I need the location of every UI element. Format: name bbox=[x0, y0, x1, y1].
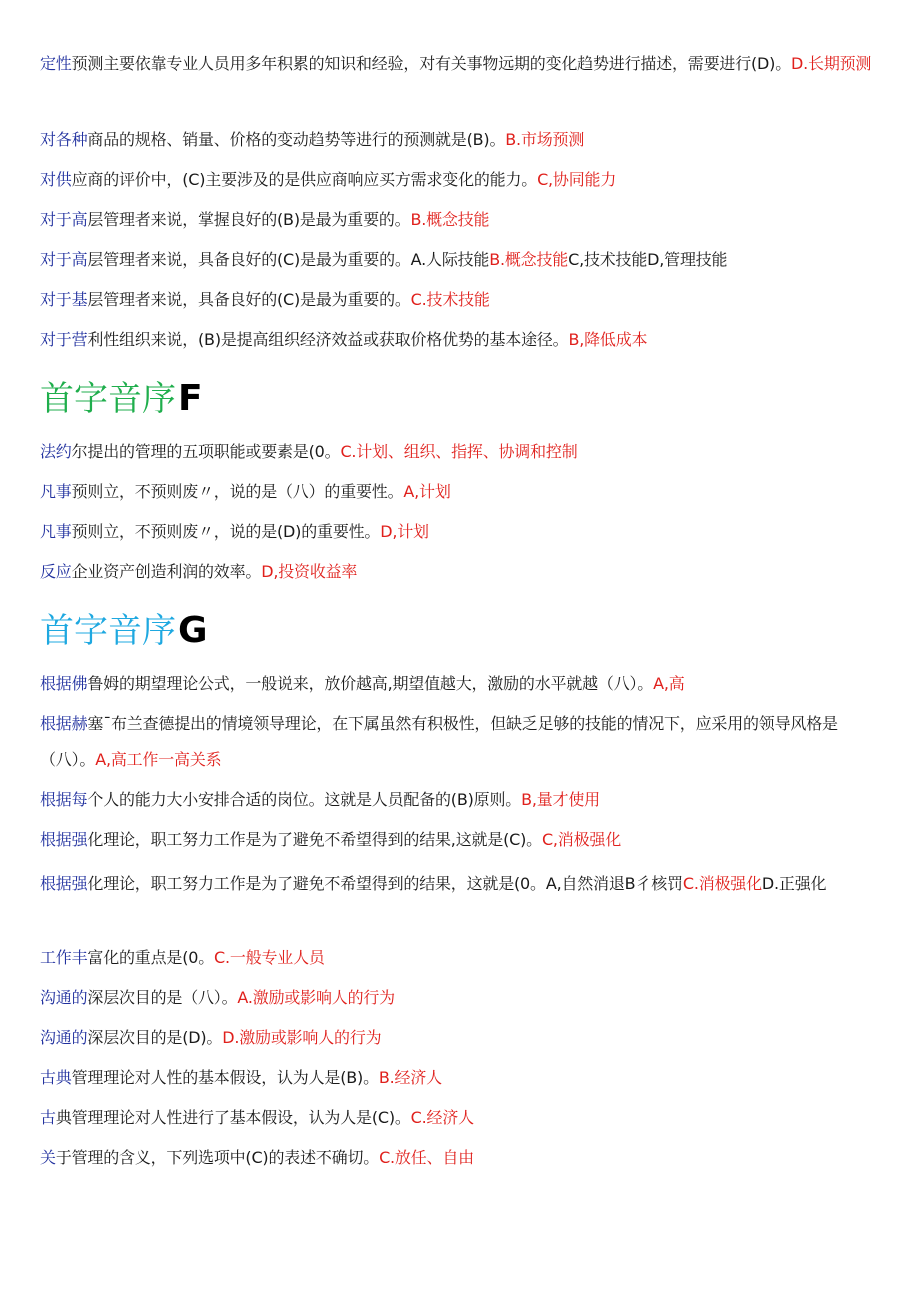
section-heading-text: 首字音序 bbox=[40, 611, 176, 651]
entry-text bbox=[40, 322, 885, 358]
entry-answer: D.激励或影响人的行为 bbox=[222, 1028, 382, 1047]
entry-text bbox=[40, 940, 885, 976]
entry-answer: C,消极强化 bbox=[541, 830, 622, 849]
entry-body: 鲁姆的期望理论公式，一般说来，放价越高,期望值越大，激励的水平就越（八）。 bbox=[87, 674, 654, 693]
entry-answer: D.长期预测 bbox=[791, 54, 872, 73]
entry-body: 应商的评价中，(C)主要涉及的是供应商响应买方需求变化的能力。 bbox=[71, 170, 538, 189]
entry-answer: A,计划 bbox=[403, 482, 451, 501]
entry-text bbox=[40, 822, 885, 858]
entry-text bbox=[40, 474, 885, 510]
entry-body: 个人的能力大小安排合适的岗位。这就是人员配备的(B)原则。 bbox=[87, 790, 522, 809]
entry-answer: B,降低成本 bbox=[568, 330, 648, 349]
entry-body: 预则立，不预则废〃，说的是(D)的重要性。 bbox=[71, 522, 381, 541]
entry-text bbox=[40, 122, 885, 158]
entry-body: 预测主要依靠专业人员用多年积累的知识和经验，对有关事物远期的变化趋势进行描述，需要进行(D)。 bbox=[71, 54, 792, 73]
entry-body: 深层次目的是(D)。 bbox=[87, 1028, 223, 1047]
entry-body: 典管理理论对人性进行了基本假设，认为人是(C)。 bbox=[55, 1108, 411, 1127]
entry-text bbox=[40, 1060, 885, 1096]
entry-body: 化理论，职工努力工作是为了避免不希望得到的结果,这就是(C)。 bbox=[87, 830, 542, 849]
entry-body: 层管理者来说，掌握良好的(B)是最为重要的。 bbox=[87, 210, 411, 229]
entry-text bbox=[40, 242, 885, 278]
entry-keyword: 反应 bbox=[40, 562, 72, 581]
entry-keyword: 对供 bbox=[40, 170, 72, 189]
section-heading-f bbox=[40, 376, 203, 422]
entry-answer: C.消极强化 bbox=[682, 874, 762, 893]
entry-text bbox=[40, 434, 885, 470]
entry-keyword: 对于高 bbox=[40, 250, 88, 269]
section-heading-g bbox=[40, 608, 208, 654]
entry-text bbox=[40, 706, 885, 778]
entry-body: 商品的规格、销量、价格的变动趋势等进行的预测就是(B)。 bbox=[87, 130, 506, 149]
entry-body: 层管理者来说，具备良好的(C)是最为重要的。A.人际技能 bbox=[87, 250, 490, 269]
entry-keyword: 凡事 bbox=[40, 522, 72, 541]
entry-answer: A,高 bbox=[653, 674, 685, 693]
entry-text bbox=[40, 1020, 885, 1056]
entry-keyword: 对于高 bbox=[40, 210, 88, 229]
section-heading-text: 首字音序 bbox=[40, 379, 176, 419]
entry-answer: A.激励或影响人的行为 bbox=[237, 988, 395, 1007]
entry-keyword: 工作丰 bbox=[40, 948, 88, 967]
entry-answer: C.技术技能 bbox=[410, 290, 490, 309]
entry-text bbox=[40, 1140, 885, 1176]
entry-text bbox=[40, 514, 885, 550]
entry-text bbox=[40, 554, 885, 590]
entry-answer: D,计划 bbox=[380, 522, 429, 541]
entry-body: 塞¯布兰查德提出的情境领导理论，在下属虽然有积极性，但缺乏足够的技能的情况下，应采用的领导风格是（八）。 bbox=[40, 714, 838, 769]
entry-answer: C.计划、组织、指挥、协调和控制 bbox=[340, 442, 578, 461]
entry-keyword: 对各种 bbox=[40, 130, 88, 149]
entry-tail: C,技术技能D,管理技能 bbox=[568, 250, 728, 269]
entry-text bbox=[40, 282, 885, 318]
entry-body: 于管理的含义，下列选项中(C)的表述不确切。 bbox=[55, 1148, 380, 1167]
entry-body: 企业资产创造利润的效率。 bbox=[71, 562, 262, 581]
entry-body: 管理理论对人性的基本假设，认为人是(B)。 bbox=[71, 1068, 379, 1087]
entry-keyword: 法约 bbox=[40, 442, 72, 461]
entry-text bbox=[40, 782, 885, 818]
entry-answer: C.放任、自由 bbox=[379, 1148, 474, 1167]
entry-text bbox=[40, 162, 885, 198]
entry-tail: D.正强化 bbox=[761, 874, 827, 893]
entry-keyword: 对于营 bbox=[40, 330, 88, 349]
entry-keyword: 古典 bbox=[40, 1068, 72, 1087]
entry-answer: B.市场预测 bbox=[505, 130, 585, 149]
entry-answer: D,投资收益率 bbox=[261, 562, 358, 581]
entry-body: 尔提出的管理的五项职能或要素是(0。 bbox=[71, 442, 341, 461]
entry-answer: C,协同能力 bbox=[537, 170, 617, 189]
entry-text bbox=[40, 202, 885, 238]
entry-body: 利性组织来说，(B)是提高组织经济效益或获取价格优势的基本途径。 bbox=[87, 330, 569, 349]
section-heading-letter: G bbox=[178, 610, 208, 651]
entry-answer: A,高工作一高关系 bbox=[95, 750, 222, 769]
entry-keyword: 根据赫 bbox=[40, 714, 88, 733]
entry-answer: C.经济人 bbox=[410, 1108, 474, 1127]
entry-text bbox=[40, 980, 885, 1016]
entry-keyword: 根据佛 bbox=[40, 674, 88, 693]
entry-keyword: 根据强 bbox=[40, 874, 88, 893]
entry-body: 富化的重点是(0。 bbox=[87, 948, 215, 967]
entry-text bbox=[40, 866, 885, 902]
entry-body: 预则立，不预则废〃，说的是（八）的重要性。 bbox=[71, 482, 404, 501]
entry-answer: B,量才使用 bbox=[521, 790, 600, 809]
entry-answer: B.经济人 bbox=[378, 1068, 442, 1087]
entry-keyword: 凡事 bbox=[40, 482, 72, 501]
entry-keyword: 根据强 bbox=[40, 830, 88, 849]
entry-keyword: 定性 bbox=[40, 54, 72, 73]
entry-answer: B.概念技能 bbox=[489, 250, 569, 269]
entry-text bbox=[40, 666, 885, 702]
entry-text bbox=[40, 46, 885, 82]
section-heading-letter: F bbox=[178, 378, 203, 419]
entry-answer: C.一般专业人员 bbox=[214, 948, 325, 967]
entry-answer: B.概念技能 bbox=[410, 210, 490, 229]
entry-body: 层管理者来说，具备良好的(C)是最为重要的。 bbox=[87, 290, 411, 309]
entry-keyword: 关 bbox=[40, 1148, 56, 1167]
entry-body: 深层次目的是（八）。 bbox=[87, 988, 238, 1007]
entry-text bbox=[40, 1100, 885, 1136]
entry-keyword: 沟通的 bbox=[40, 988, 88, 1007]
entry-keyword: 沟通的 bbox=[40, 1028, 88, 1047]
entry-keyword: 对于基 bbox=[40, 290, 88, 309]
entry-keyword: 古 bbox=[40, 1108, 56, 1127]
entry-keyword: 根据每 bbox=[40, 790, 88, 809]
entry-body: 化理论，职工努力工作是为了避免不希望得到的结果，这就是(0。A,自然消退B彳核罚 bbox=[87, 874, 683, 893]
